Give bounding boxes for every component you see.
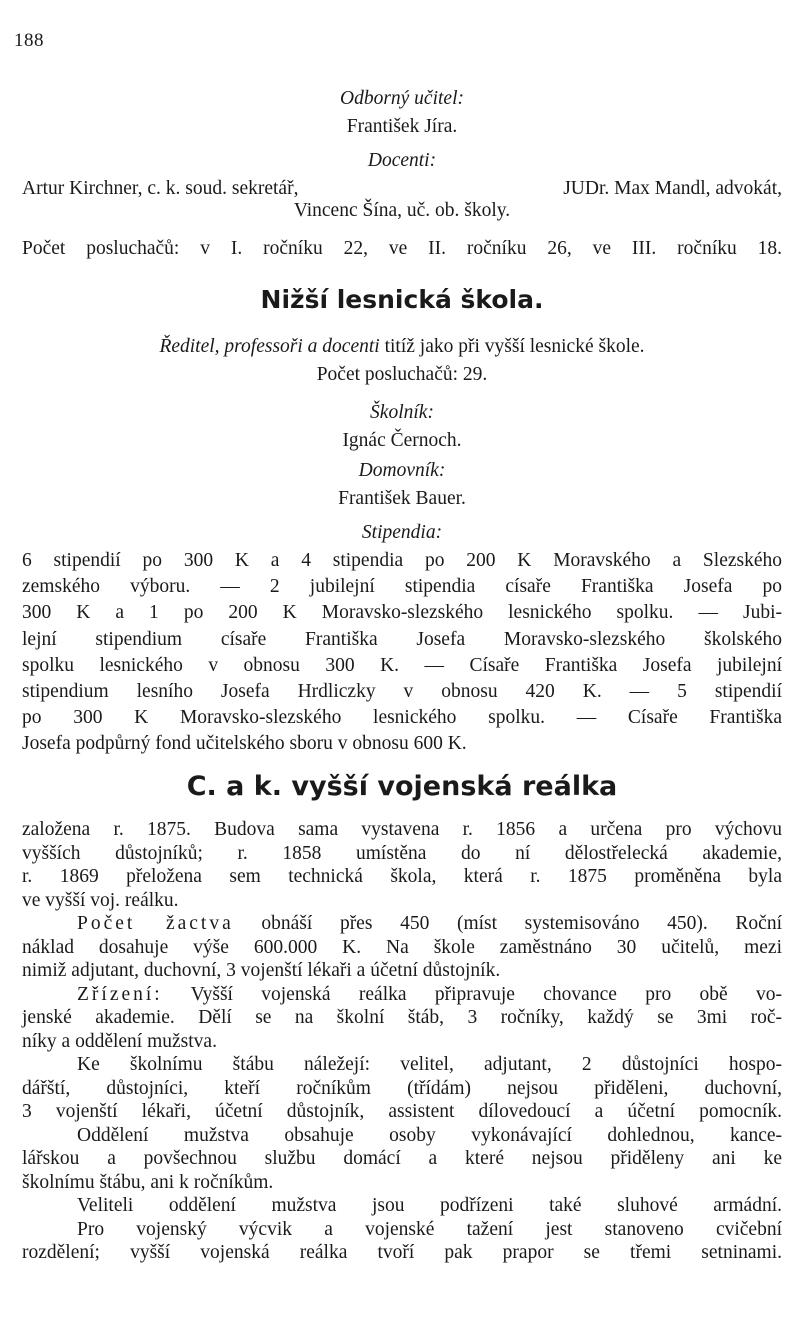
- caretaker-name: František Bauer.: [338, 488, 466, 509]
- text-line: [22, 1052, 782, 1078]
- docents-label: Docenti:: [367, 150, 437, 171]
- teacher-name: František Jíra.: [346, 116, 458, 137]
- heading-vojenska-realka: C. a k. vyšší vojenská reálka: [186, 771, 618, 802]
- line-text: spolku lesnického v obnosu 300 K. — Císaře Františka Josefa jubilejní: [22, 654, 782, 676]
- text-line: [22, 653, 782, 679]
- students-count-1: Počet posluchačů: v I. ročníku 22, ve II. ročníku 26, ve III. ročníku 18.: [22, 238, 782, 259]
- line-text: po 300 K Moravsko-slezského lesnického spolku. — Císaře Františka: [22, 707, 782, 729]
- text-line: [22, 982, 782, 1008]
- line-text: obnáší přes 450 (míst systemisováno 450). Roční: [233, 913, 782, 934]
- text-line: [22, 911, 782, 937]
- text-line: [22, 1029, 782, 1055]
- line-text: vyšších důstojníků; r. 1858 umístěna do ní dělostřelecká akademie,: [22, 842, 782, 864]
- line-text: dářští, důstojníci, kteří ročníkům (třídám) nejsou přiděleni, duchovní,: [22, 1077, 782, 1099]
- text-line: [22, 600, 782, 626]
- text-line: [22, 841, 782, 867]
- heading-nizsi-lesnicka-skola: Nižší lesnická škola.: [260, 285, 544, 314]
- line-text: rozdělení; vyšší vojenská reálka tvoří pak prapor se třemi setninami.: [22, 1242, 782, 1263]
- text-line: [22, 1099, 782, 1125]
- text-line: [22, 1146, 782, 1172]
- teacher-label: Odborný učitel:: [339, 88, 464, 109]
- text-line: [22, 1170, 782, 1196]
- text-line: [22, 705, 782, 731]
- line-text: lejní stipendium císaře Františka Josefa Moravsko-slezského školského: [22, 628, 782, 650]
- staff-italic: Ředitel, professoři a docenti: [159, 336, 380, 357]
- line-text: náklad dosahuje výše 600.000 K. Na škole zaměstnáno 30 učitelů, mezi: [22, 936, 782, 958]
- line-text: školnímu štábu, ani k ročníkům.: [22, 1171, 274, 1193]
- text-line: [22, 888, 782, 914]
- line-text: 3 vojenští lékaři, účetní důstojník, assistent dílovedoucí a účetní pomocník.: [22, 1101, 782, 1122]
- text-line: [22, 731, 782, 757]
- text-line: [22, 864, 782, 890]
- line-text: lářskou a povšechnou službu domácí a které nejsou přiděleny ani ke: [22, 1148, 782, 1169]
- line-text: Pro vojenský výcvik a vojenské tažení jest stanoveno cvičební: [77, 1218, 782, 1240]
- docent-sina: Vincenc Šína, uč. ob. školy.: [293, 200, 511, 221]
- line-text: Vyšší vojenská reálka připravuje chovance pro obě vo-: [162, 983, 782, 1005]
- line-text: nimiž adjutant, duchovní, 3 vojenští lékaři a účetní důstojník.: [22, 960, 501, 981]
- line-text: r. 1869 přeložena sem technická škola, která r. 1875 proměněna byla: [22, 866, 782, 887]
- line-text: ve vyšší voj. reálku.: [22, 889, 179, 911]
- text-line: [22, 574, 782, 600]
- line-text: jenské akademie. Dělí se na školní štáb, 3 ročníky, každý se 3mi roč-: [22, 1007, 782, 1028]
- staff-line: [22, 334, 782, 360]
- line-text: Josefa podpůrný fond učitelského sboru v obnosu 600 K.: [22, 733, 467, 755]
- text-line: [22, 1005, 782, 1031]
- text-line: [22, 627, 782, 653]
- docent-mandl: JUDr. Max Mandl, advokát,: [563, 178, 782, 199]
- line-text: Veliteli oddělení mužstva jsou podřízeni také sluhové armádní.: [77, 1195, 782, 1216]
- docent-kirchner: Artur Kirchner, c. k. soud. sekretář,: [22, 178, 299, 199]
- line-text: níky a oddělení mužstva.: [22, 1030, 217, 1052]
- line-text: stipendium lesního Josefa Hrdliczky v obnosu 420 K. — 5 stipendií: [22, 681, 782, 702]
- line-text: Oddělení mužstva obsahuje osoby vykonávající dohlednou, kance-: [77, 1124, 782, 1146]
- text-line: [22, 679, 782, 705]
- janitor-name: Ignác Černoch.: [342, 430, 462, 451]
- text-line: [22, 1217, 782, 1243]
- text-line: [22, 1240, 782, 1266]
- text-line: [22, 1076, 782, 1102]
- spaced-lead: Zřízení:: [77, 983, 163, 1005]
- spaced-lead: Počet žactva: [77, 913, 234, 934]
- text-line: [22, 935, 782, 961]
- students-count-2: Počet posluchačů: 29.: [316, 364, 488, 385]
- page-number: 188: [14, 30, 44, 51]
- text-line: [22, 1123, 782, 1149]
- line-text: Ke školnímu štábu náležejí: velitel, adjutant, 2 důstojníci hospo-: [77, 1054, 782, 1075]
- line-text: založena r. 1875. Budova sama vystavena r. 1856 a určena pro výchovu: [22, 819, 782, 840]
- caretaker-label: Domovník:: [358, 460, 446, 481]
- text-line: [22, 548, 782, 574]
- text-line: [22, 817, 782, 843]
- line-text: zemského výboru. — 2 jubilejní stipendia císaře Františka Josefa po: [22, 576, 782, 598]
- text-line: [22, 1193, 782, 1219]
- text-line: [22, 958, 782, 984]
- janitor-label: Školník:: [370, 402, 434, 423]
- line-text: 6 stipendií po 300 K a 4 stipendia po 200 K Moravského a Slezského: [22, 550, 782, 571]
- line-text: 300 K a 1 po 200 K Moravsko-slezského lesnického spolku. — Jubi-: [22, 602, 782, 624]
- staff-rest: titíž jako při vyšší lesnické škole.: [379, 336, 645, 357]
- stipends-label: Stipendia:: [361, 522, 443, 543]
